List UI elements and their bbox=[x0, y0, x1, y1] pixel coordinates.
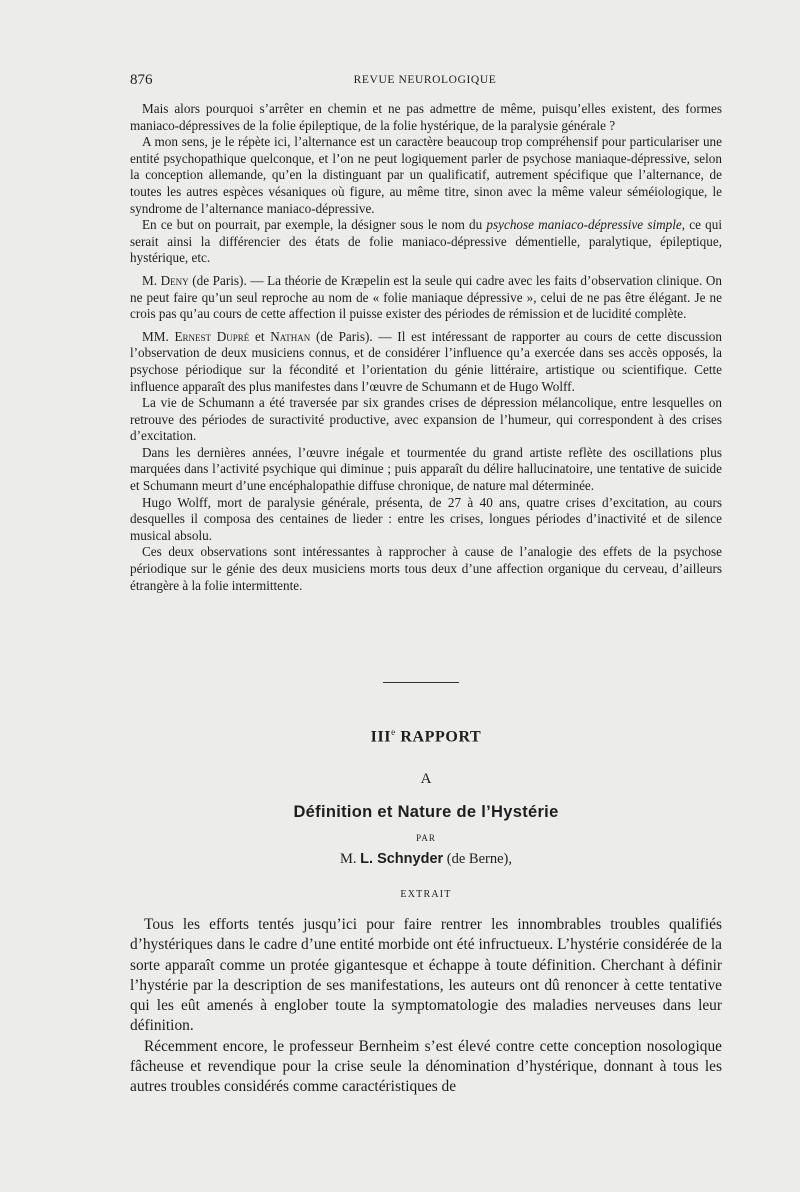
page-number: 876 bbox=[130, 72, 153, 88]
by-label: PAR bbox=[416, 833, 436, 843]
speaker-paragraph-deny bbox=[130, 273, 722, 323]
report-letter: A bbox=[420, 771, 432, 787]
text-run: (de Paris). — Il est intéressant de rapporter au cours de cette discussion l’observation de deux musiciens connus, et de considérer l’influence qu’a exercée dans ses accès opposés, la psychose périodique sur la fécondité et l’orientation du génie littéraire, artistique ou scientifique. Cette influence apparaît des plus manifestes dans l’œuvre de Schumann et de Hugo Wolff. bbox=[130, 328, 722, 394]
paragraph: Hugo Wolff, mort de paralysie générale, présenta, de 27 à 40 ans, quatre crises d’excitation, au cours desquelles il composa des centaines de lieder : entre les crises, longues périodes d’inactivité et de silence musical absolu. bbox=[130, 494, 722, 543]
section-divider bbox=[383, 682, 459, 683]
speaker-paragraph-dupre bbox=[130, 329, 722, 395]
speaker-name: Ernest Dupré bbox=[174, 328, 250, 344]
discussion-section bbox=[130, 101, 722, 594]
speaker-name: Deny bbox=[160, 272, 189, 288]
author-prefix: M. bbox=[340, 851, 361, 867]
speaker-name: Nathan bbox=[270, 328, 311, 344]
report-body bbox=[130, 915, 722, 1098]
text-run: (de Paris). — La théorie de Kræpelin est la seule qui cadre avec les faits d’observation clinique. On ne peut faire qu’un seul reproche au nom de « folie maniaque dépressive », celui de ne pas être élégant. Je ne crois pas qu’au cours de cette affection il puisse exister des périodes de rémission et de lucidité complète. bbox=[130, 272, 722, 322]
paragraph: A mon sens, je le répète ici, l’alternance est un caractère beaucoup trop compréhensif pour particulariser une entité psychopathique quelconque, et l’on ne peut logiquement parler de psychose maniaque-dépressive, selon la conception allemande, qu’en la distinguant par un qualificatif, autrement spécifique que l’alternance, de toutes les autres espèces vésaniques où figure, au même titre, sinon avec la même valeur séméiologique, le syndrome de l’alternance maniaco-dépressive. bbox=[130, 134, 722, 216]
paragraph: Mais alors pourquoi s’arrêter en chemin et ne pas admettre de même, puisqu’elles existent, des formes maniaco-dépressives de la folie épileptique, de la folie hystérique, de la paralysie générale ? bbox=[130, 101, 722, 133]
report-number-suffix: e bbox=[391, 727, 396, 737]
paragraph: Dans les dernières années, l’œuvre inégale et tourmentée du grand artiste reflète des oscillations plus marquées dans l’activité psychique qui diminue ; puis apparaît du délire hallucinatoire, une tentative de suicide et Schumann meurt d’une encéphalopathie diffuse chronique, de nature mal déterminée. bbox=[130, 444, 722, 494]
text-run: En ce but on pourrait, par exemple, la désigner sous le nom du bbox=[142, 217, 487, 233]
report-heading bbox=[130, 727, 722, 746]
report-title: Définition et Nature de l’Hystérie bbox=[293, 803, 559, 821]
report-number: III bbox=[370, 728, 392, 746]
extract-label: EXTRAIT bbox=[400, 889, 452, 900]
paragraph bbox=[130, 217, 722, 267]
italic-term: psychose maniaco-dépressive simple bbox=[486, 217, 682, 233]
text-run: , ce qui serait ainsi la différencier des états de folie maniaco-dépressive démentielle, paralytique, épileptique, hystérique, etc. bbox=[130, 217, 722, 266]
speaker-prefix: MM. bbox=[142, 328, 175, 344]
running-title: REVUE NEUROLOGIQUE bbox=[353, 74, 497, 86]
author-name: L. Schnyder bbox=[360, 851, 444, 867]
paragraph: Tous les efforts tentés jusqu’ici pour faire rentrer les innombrables troubles qualifiés d’hystériques dans le cadre d’une entité morbide ont été infructueux. L’hystérie considérée de la sorte apparaît comme un protée gigantesque et échappe à toute définition. Cherchant à définir l’hystérie par la description de ses manifestations, les auteurs ont dû renoncer à cette tentative qui les eût amenés à englober toute la symptomatologie des maladies nerveuses dans leur définition. bbox=[130, 916, 722, 1035]
paragraph: Ces deux observations sont intéressantes à rapprocher à cause de l’analogie des effets de la psychose périodique sur le génie des deux musiciens morts tous deux d’une affection organique du cerveau, d’ailleurs étrangère à la folie intermittente. bbox=[130, 544, 722, 593]
paragraph: Récemment encore, le professeur Bernheim s’est élevé contre cette conception nosologique fâcheuse et revendique pour la crise seule la dénomination d’hystérique, donnant à tous les autres troubles considérés comme caractéristiques de bbox=[130, 1037, 722, 1096]
report-label: RAPPORT bbox=[395, 728, 482, 746]
text-run: et bbox=[249, 328, 271, 344]
paragraph: La vie de Schumann a été traversée par six grandes crises de dépression mélancolique, entre lesquelles on retrouve des périodes de suractivité productive, avec expansion de l’humeur, qui correspondent à des crises d’excitation. bbox=[130, 395, 722, 444]
speaker-prefix: M. bbox=[142, 272, 161, 288]
page-header bbox=[130, 72, 720, 92]
author-line bbox=[130, 851, 722, 868]
author-affiliation: (de Berne), bbox=[443, 851, 512, 867]
